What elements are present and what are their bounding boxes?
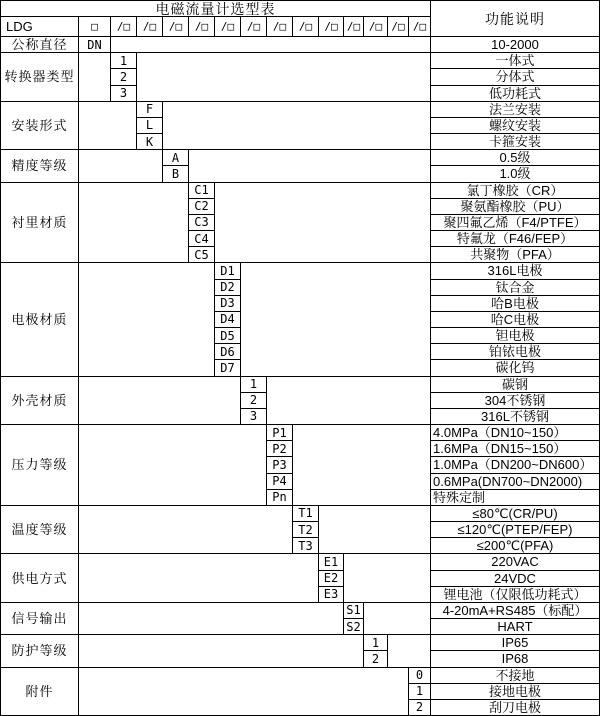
code-slot: /□ <box>163 17 188 36</box>
code-slot: /□ <box>409 17 430 36</box>
group-label: 供电方式 <box>1 554 78 602</box>
option-code: C4 <box>189 231 214 246</box>
option-code: T1 <box>293 506 318 521</box>
spacer-cell <box>79 102 136 150</box>
option-code: K <box>137 134 162 149</box>
option-desc: HART <box>431 619 599 634</box>
option-desc: 特殊定制 <box>431 490 599 505</box>
option-code: C2 <box>189 199 214 214</box>
option-desc: 24VDC <box>431 571 599 586</box>
code-slot: /□ <box>319 17 343 36</box>
option-code: 1 <box>241 377 266 392</box>
option-code: P3 <box>267 457 292 472</box>
option-code: E3 <box>319 587 343 602</box>
option-code: T2 <box>293 522 318 537</box>
option-desc: ≤200℃(PFA) <box>431 538 599 553</box>
option-code: A <box>163 150 188 165</box>
option-code: D4 <box>215 312 240 327</box>
spacer-cell <box>163 102 430 150</box>
spacer-cell <box>137 53 430 101</box>
option-desc: ≤120℃(PTEP/FEP) <box>431 522 599 537</box>
group-label: 安装形式 <box>1 102 78 150</box>
spacer-cell <box>241 263 430 375</box>
option-code: 3 <box>241 409 266 424</box>
option-desc: 1.6MPa（DN15~150） <box>431 441 599 456</box>
spacer-cell <box>319 506 430 554</box>
option-code: Pn <box>267 490 292 505</box>
option-desc: 锂电池（仅限低功耗式） <box>431 587 599 602</box>
spacer-cell <box>79 377 240 425</box>
option-desc: 316L电极 <box>431 263 599 278</box>
group-label: 转换器类型 <box>1 53 78 101</box>
option-desc: 低功耗式 <box>431 86 599 101</box>
spacer-cell <box>79 183 188 263</box>
option-desc: 共聚物（PFA） <box>431 247 599 262</box>
option-desc: 哈C电极 <box>431 312 599 327</box>
option-code: P2 <box>267 441 292 456</box>
code-slot: /□ <box>111 17 136 36</box>
option-code: T3 <box>293 538 318 553</box>
option-code: D2 <box>215 280 240 295</box>
option-code: DN <box>79 37 110 52</box>
group-label: 附件 <box>1 668 78 716</box>
option-code: E1 <box>319 554 343 569</box>
option-desc: 氯丁橡胶（CR） <box>431 183 599 198</box>
spacer-cell <box>79 263 214 375</box>
code-slot: /□ <box>189 17 214 36</box>
option-code: 0 <box>409 668 430 683</box>
option-desc: 不接地 <box>431 668 599 683</box>
option-desc: 304不锈钢 <box>431 393 599 408</box>
code-slot: /□ <box>293 17 318 36</box>
option-desc: 0.6MPa(DN700~DN2000) <box>431 474 599 489</box>
option-desc: IP68 <box>431 651 599 666</box>
option-code: L <box>137 118 162 133</box>
option-code: 1 <box>409 684 430 699</box>
spacer-cell <box>267 377 430 425</box>
option-code: 2 <box>111 69 136 84</box>
spacer-cell <box>344 554 430 602</box>
option-code: C5 <box>189 247 214 262</box>
option-code: P1 <box>267 425 292 440</box>
table-title: 电磁流量计选型表 <box>1 1 430 16</box>
spacer-cell <box>79 425 266 505</box>
code-slot: /□ <box>267 17 292 36</box>
option-code: D3 <box>215 296 240 311</box>
spacer-cell <box>79 668 408 716</box>
option-desc: 1.0MPa（DN200~DN600） <box>431 457 599 472</box>
code-slot: /□ <box>137 17 162 36</box>
group-label: 精度等级 <box>1 150 78 181</box>
option-code: P4 <box>267 474 292 489</box>
group-label: 外壳材质 <box>1 377 78 425</box>
option-desc: 接地电极 <box>431 684 599 699</box>
option-code: S2 <box>344 619 363 634</box>
spacer-cell <box>364 603 430 634</box>
option-desc: 钛合金 <box>431 280 599 295</box>
spacer-cell <box>79 53 110 101</box>
model-prefix: LDG <box>1 17 78 36</box>
option-desc: 220VAC <box>431 554 599 569</box>
option-code: 2 <box>364 651 387 666</box>
spacer-cell <box>111 37 430 52</box>
option-desc: 碳化钨 <box>431 360 599 375</box>
option-desc: 钽电极 <box>431 328 599 343</box>
option-code: S1 <box>344 603 363 618</box>
option-desc: 特氟龙（F46/FEP） <box>431 231 599 246</box>
option-desc: IP65 <box>431 635 599 650</box>
option-desc: 刮刀电极 <box>431 700 599 715</box>
code-box: □ <box>79 17 110 36</box>
spacer-cell <box>79 554 318 602</box>
group-label: 信号输出 <box>1 603 78 634</box>
option-desc: ≤80℃(CR/PU) <box>431 506 599 521</box>
spacer-cell <box>215 183 430 263</box>
option-code: B <box>163 166 188 181</box>
spacer-cell <box>388 635 430 666</box>
option-code: D1 <box>215 263 240 278</box>
group-label: 压力等级 <box>1 425 78 505</box>
option-desc: 4.0MPa（DN10~150） <box>431 425 599 440</box>
option-code: D6 <box>215 344 240 359</box>
option-code: D5 <box>215 328 240 343</box>
code-slot: /□ <box>364 17 387 36</box>
option-desc: 哈B电极 <box>431 296 599 311</box>
option-code: C3 <box>189 215 214 230</box>
option-desc: 一体式 <box>431 53 599 68</box>
option-desc: 316L不锈钢 <box>431 409 599 424</box>
option-desc: 螺纹安装 <box>431 118 599 133</box>
spacer-cell <box>189 150 430 181</box>
option-desc: 聚氨酯橡胶（PU） <box>431 199 599 214</box>
option-code: 2 <box>409 700 430 715</box>
option-desc: 卡箍安装 <box>431 134 599 149</box>
option-code: F <box>137 102 162 117</box>
spacer-cell <box>79 603 343 634</box>
group-label: 衬里材质 <box>1 183 78 263</box>
option-desc: 铂铱电极 <box>431 344 599 359</box>
group-label: 公称直径 <box>1 37 78 52</box>
option-desc: 聚四氟乙烯（F4/PTFE） <box>431 215 599 230</box>
option-desc: 分体式 <box>431 69 599 84</box>
option-code: 3 <box>111 86 136 101</box>
option-code: C1 <box>189 183 214 198</box>
option-desc: 碳钢 <box>431 377 599 392</box>
group-label: 防护等级 <box>1 635 78 666</box>
spacer-cell <box>79 150 162 181</box>
option-code: 1 <box>364 635 387 650</box>
option-desc: 法兰安装 <box>431 102 599 117</box>
code-slot: /□ <box>215 17 240 36</box>
group-label: 温度等级 <box>1 506 78 554</box>
spacer-cell <box>79 506 292 554</box>
option-code: E2 <box>319 571 343 586</box>
spacer-cell <box>79 635 363 666</box>
function-desc-header: 功能说明 <box>431 1 599 36</box>
option-code: 1 <box>111 53 136 68</box>
code-slot: /□ <box>241 17 266 36</box>
code-slot: /□ <box>344 17 363 36</box>
option-code: 2 <box>241 393 266 408</box>
option-desc: 1.0级 <box>431 166 599 181</box>
group-label: 电极材质 <box>1 263 78 375</box>
code-slot: /□ <box>388 17 408 36</box>
option-desc: 0.5级 <box>431 150 599 165</box>
option-desc: 10-2000 <box>431 37 599 52</box>
option-code: D7 <box>215 360 240 375</box>
spacer-cell <box>293 425 430 505</box>
option-desc: 4-20mA+RS485（标配） <box>431 603 599 618</box>
